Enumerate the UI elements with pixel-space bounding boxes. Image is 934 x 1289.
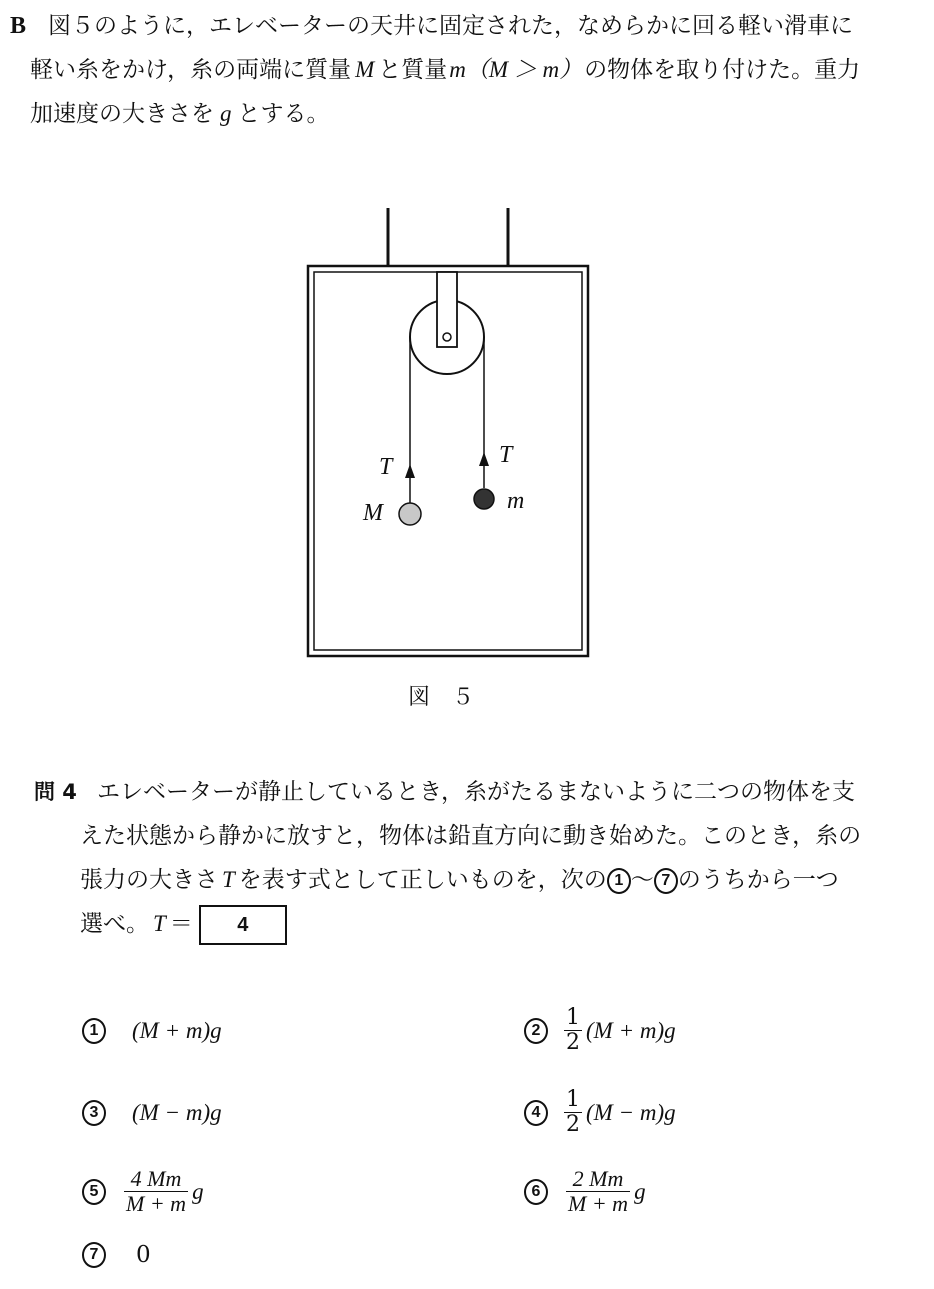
question-number: 問 4	[34, 780, 77, 804]
answer-box: 4	[199, 905, 287, 945]
label-T-right: T	[499, 442, 513, 468]
option-3	[82, 1100, 222, 1126]
range-end-circle: 7	[654, 868, 678, 894]
label-mass-M: M	[363, 500, 383, 526]
option-number: 6	[524, 1179, 548, 1205]
question-4	[34, 770, 924, 946]
option-number: 1	[82, 1018, 106, 1044]
option-expression: (M + m)g	[586, 1017, 676, 1043]
option-fraction: $\frac{1}{2}$	[566, 1087, 580, 1137]
option-7	[82, 1242, 151, 1268]
option-6	[524, 1167, 646, 1216]
option-number: 7	[82, 1242, 106, 1268]
intro-paragraph	[10, 4, 925, 136]
option-expression: 0	[136, 1242, 151, 1268]
intro-line-1: B 図５のように，エレベーターの天井に固定された，なめらかに回る軽い滑車に	[10, 13, 854, 39]
option-5	[82, 1167, 204, 1216]
option-number: 5	[82, 1179, 106, 1205]
option-number: 2	[524, 1018, 548, 1044]
option-2	[524, 1006, 676, 1055]
option-expression: (M − m)g	[586, 1099, 676, 1125]
option-4	[524, 1088, 676, 1137]
elevator-pulley-diagram	[300, 200, 600, 660]
label-T-left: T	[379, 454, 393, 480]
option-1	[82, 1018, 222, 1044]
label-mass-m: m	[507, 488, 525, 514]
option-fraction: $\frac{2 Mm}{M + m}$	[568, 1166, 629, 1216]
intro-line-2: 軽い糸をかけ，糸の両端に質量 M と質量m（M ＞ m）の物体を取り付けた。重力	[30, 57, 861, 83]
option-expression: g	[634, 1178, 646, 1204]
question-line-1: 問 4 エレベーターが静止しているとき，糸がたるまないように二つの物体を支	[34, 779, 856, 805]
option-expression: g	[192, 1178, 204, 1204]
question-line-4: 選べ。 T ＝ 4	[34, 902, 924, 946]
question-line-3: 張力の大きさ T を表す式として正しいものを，次の 1 〜 7 のうちから一つ	[80, 867, 839, 893]
range-start-circle: 1	[607, 868, 631, 894]
section-marker: B	[10, 13, 27, 39]
option-number: 4	[524, 1100, 548, 1126]
intro-line-3: 加速度の大きさを g とする。	[30, 101, 330, 127]
option-expression: (M + m)g	[132, 1018, 222, 1043]
option-number: 3	[82, 1100, 106, 1126]
figure-caption: 図 ５	[408, 685, 475, 710]
option-expression: (M − m)g	[132, 1100, 222, 1125]
option-fraction: $\frac{1}{2}$	[566, 1005, 580, 1055]
question-line-2: えた状態から静かに放すと，物体は鉛直方向に動き始めた。このとき，糸の	[80, 823, 862, 849]
option-fraction: $\frac{4 Mm}{M + m}$	[126, 1166, 187, 1216]
